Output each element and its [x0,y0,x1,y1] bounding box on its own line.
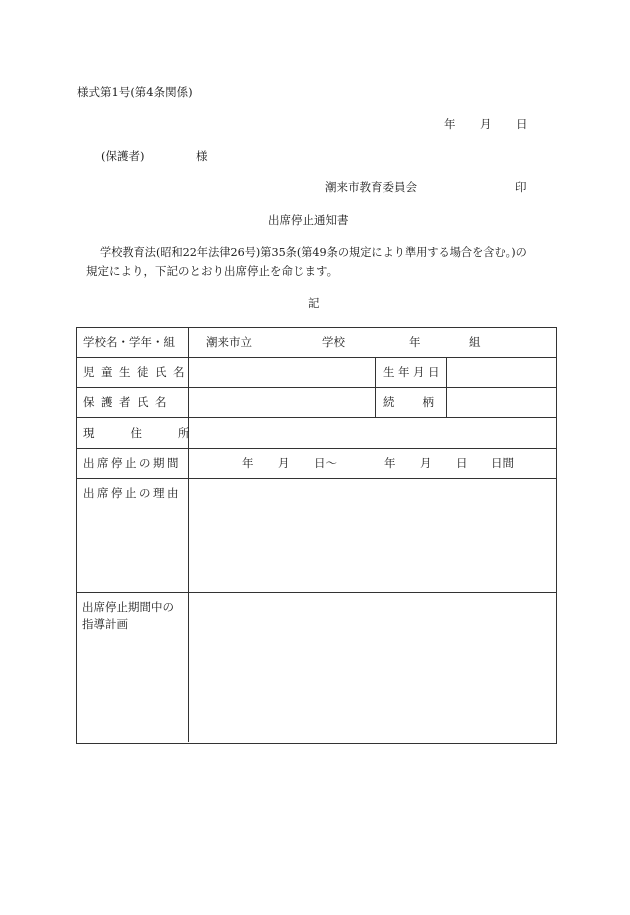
dob-label: 生年月日 [383,365,443,379]
ki-heading: 記 [308,296,320,310]
guardian-honorific: 様 [196,149,208,163]
table-rule [76,448,556,449]
table-col-rule [375,357,376,417]
period-days: 日間 [491,456,514,470]
school-label: 学校名・学年・組 [83,335,175,349]
table-col-rule [188,327,189,742]
period-month-2: 月 [420,456,432,470]
issuer-seal: 印 [515,180,527,194]
body-line-1: 学校教育法(昭和22年法律26号)第35条(第49条の規定により準用する場合を含む。)の [100,246,527,259]
period-day-2: 日 [456,456,468,470]
guardian-name-label: 保護者氏名 [83,395,173,409]
table-rule [76,357,556,358]
period-month-1: 月 [278,456,290,470]
date-month: 月 [480,117,492,131]
table-rule [76,417,556,418]
form-number: 様式第1号(第4条関係) [77,85,193,99]
school-class: 組 [469,335,481,349]
table-rule [76,478,556,479]
guardian-label: (保護者) [101,149,145,163]
student-name-label: 児童生徒氏名 [83,365,191,379]
period-day-1: 日〜 [314,456,337,470]
school-city: 潮来市立 [206,335,252,349]
school-school: 学校 [322,335,345,349]
plan-label-line-2: 指導計画 [82,617,128,631]
table-border [76,327,557,744]
table-rule [76,387,556,388]
reason-label: 出席停止の理由 [83,486,181,500]
body-line-2: 規定により，下記のとおり出席停止を命じます。 [86,264,339,278]
date-day: 日 [516,117,528,131]
document-title: 出席停止通知書 [268,213,349,227]
date-year: 年 [444,117,456,131]
school-grade: 年 [409,335,421,349]
issuer-name: 潮来市教育委員会 [325,180,417,194]
address-label: 現住所 [83,426,226,440]
table-rule [76,592,556,593]
relation-label: 続柄 [383,395,462,409]
period-label: 出席停止の期間 [83,456,181,470]
period-year-1: 年 [242,456,254,470]
period-year-2: 年 [384,456,396,470]
plan-label-line-1: 出席停止期間中の [82,600,174,614]
